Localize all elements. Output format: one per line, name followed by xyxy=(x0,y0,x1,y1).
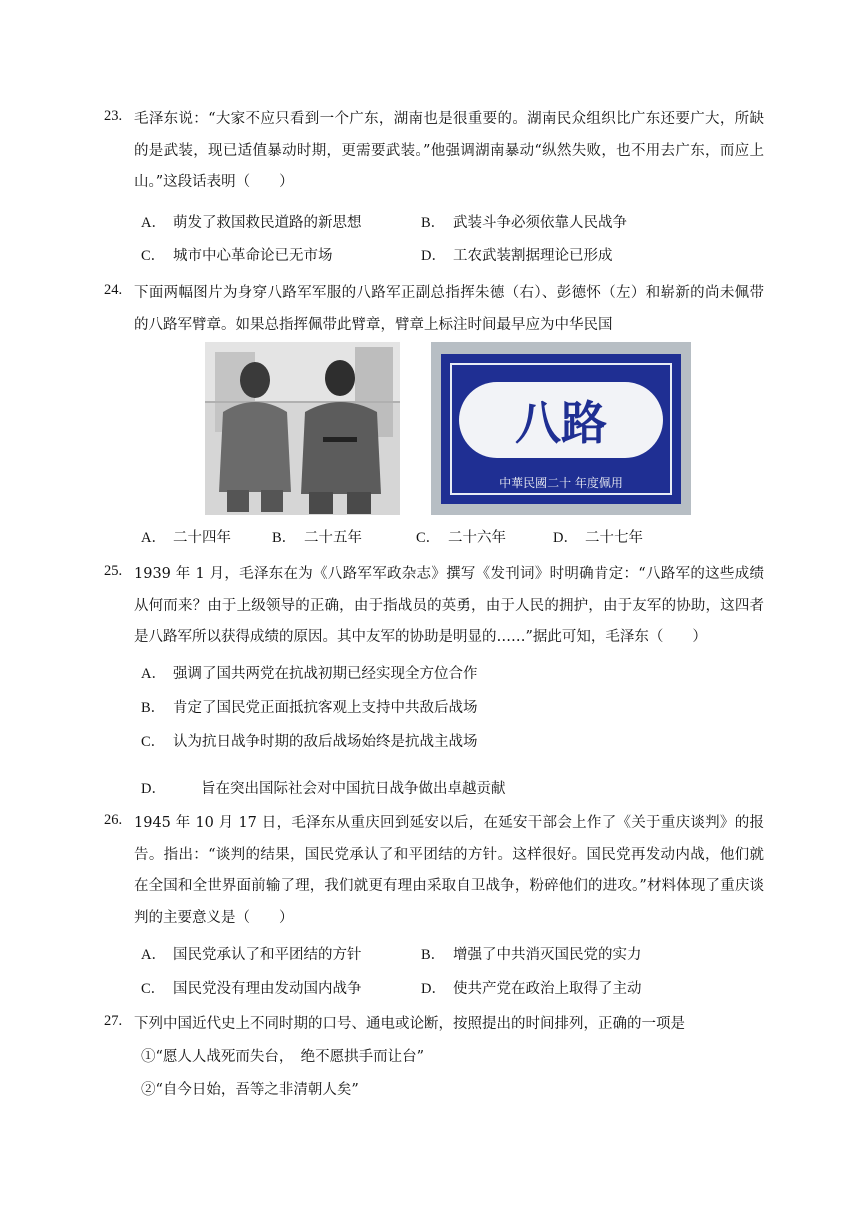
question-27 xyxy=(104,1009,764,1041)
option-d[interactable] xyxy=(421,244,613,265)
option-key: B． xyxy=(421,215,446,231)
question-number: 23. xyxy=(104,108,123,124)
option-key: D． xyxy=(421,981,446,997)
option-b[interactable] xyxy=(141,696,478,717)
option-key: D． xyxy=(553,530,578,546)
armband-date-line: 中華民國二十 年度佩用 xyxy=(499,476,623,490)
option-text: 武装斗争必须依靠人民战争 xyxy=(453,215,627,231)
option-text: 工农武装割据理论已形成 xyxy=(453,248,613,264)
option-text: 二十五年 xyxy=(304,530,362,546)
option-key: A． xyxy=(141,215,166,231)
option-a[interactable] xyxy=(141,526,231,547)
armband-title: 八路 xyxy=(515,396,607,450)
option-c[interactable] xyxy=(141,730,478,751)
option-text: 国民党没有理由发动国内战争 xyxy=(173,981,362,997)
option-key: C． xyxy=(416,530,441,546)
option-text: 城市中心革命论已无市场 xyxy=(173,248,333,264)
question-text: 1939 年 1 月，毛泽东在为《八路军军政杂志》撰写《发刊词》时明确肯定：“八路军的这些成绩从何而来？由于上级领导的正确，由于指战员的英勇，由于人民的拥护，由于友军的协助，这四者是八路军所以获得成绩的原因。其中友军的协助是明显的……”据此可知，毛泽东（ ） xyxy=(134,566,764,645)
option-text: 二十四年 xyxy=(173,530,231,546)
statement-2: ②“自今日始，吾等之非清朝人矣” xyxy=(141,1082,359,1098)
option-key: C． xyxy=(141,734,166,750)
question-number: 26. xyxy=(104,812,123,828)
option-key: D． xyxy=(421,248,446,264)
option-text: 旨在突出国际社会对中国抗日战争做出卓越贡献 xyxy=(201,781,506,797)
question-text: 1945 年 10 月 17 日，毛泽东从重庆回到延安以后，在延安干部会上作了《关于重庆谈判》的报告。指出：“谈判的结果，国民党承认了和平团结的方针。这样很好。国民党再发动内战，他们就在全国和全世界面前输了理，我们就更有理由采取自卫战争，粉碎他们的进攻。”材料体现了重庆谈判的主要意义是（ ） xyxy=(134,815,764,926)
statement-1: ①“愿人人战死而失台， 绝不愿拱手而让台” xyxy=(141,1049,425,1065)
question-26 xyxy=(104,808,764,934)
question-number: 27. xyxy=(104,1013,123,1029)
option-key: C． xyxy=(141,981,166,997)
option-text: 认为抗日战争时期的敌后战场始终是抗战主战场 xyxy=(173,734,478,750)
option-key: A． xyxy=(141,666,166,682)
option-d[interactable] xyxy=(421,977,642,998)
question-text: 下列中国近代史上不同时期的口号、通电或论断，按照提出的时间排列，正确的一项是 xyxy=(134,1016,685,1032)
option-key: B． xyxy=(272,530,297,546)
question-number: 25. xyxy=(104,563,123,579)
option-d[interactable] xyxy=(141,777,506,798)
question-25 xyxy=(104,559,764,654)
option-key: B． xyxy=(141,700,166,716)
option-text: 二十七年 xyxy=(585,530,643,546)
option-b[interactable] xyxy=(421,211,627,232)
option-c[interactable] xyxy=(141,244,333,265)
option-a[interactable] xyxy=(141,662,478,683)
option-text: 萌发了救国救民道路的新思想 xyxy=(173,215,362,231)
option-b[interactable] xyxy=(272,526,362,547)
option-d[interactable] xyxy=(553,526,643,547)
option-text: 二十六年 xyxy=(448,530,506,546)
option-text: 国民党承认了和平团结的方针 xyxy=(173,947,362,963)
question-number: 24. xyxy=(104,282,123,298)
option-key: D． xyxy=(141,781,166,797)
option-text: 肯定了国民党正面抵抗客观上支持中共敌后战场 xyxy=(173,700,478,716)
option-b[interactable] xyxy=(421,943,642,964)
question-text: 毛泽东说：“大家不应只看到一个广东，湖南也是很重要的。湖南民众组织比广东还要广大，所缺的是武装，现已适值暴动时期，更需要武装。”他强调湖南暴动“纵然失败，也不用去广东，而应上山。”这段话表明（ ） xyxy=(134,111,764,190)
question-23 xyxy=(104,104,764,199)
option-text: 使共产党在政治上取得了主动 xyxy=(453,981,642,997)
option-key: C． xyxy=(141,248,166,264)
question-text: 下面两幅图片为身穿八路军军服的八路军正副总指挥朱德（右）、彭德怀（左）和崭新的尚未佩带的八路军臂章。如果总指挥佩带此臂章，臂章上标注时间最早应为中华民国 xyxy=(134,285,764,333)
option-key: A． xyxy=(141,530,166,546)
option-a[interactable] xyxy=(141,211,362,232)
option-text: 增强了中共消灭国民党的实力 xyxy=(453,947,642,963)
eighth-route-army-armband xyxy=(431,342,691,515)
question-24 xyxy=(104,278,764,341)
option-c[interactable] xyxy=(141,977,362,998)
option-key: B． xyxy=(421,947,446,963)
option-text: 强调了国共两党在抗战初期已经实现全方位合作 xyxy=(173,666,478,682)
option-a[interactable] xyxy=(141,943,362,964)
zhu-de-peng-dehuai-photo xyxy=(205,342,400,515)
option-key: A． xyxy=(141,947,166,963)
option-c[interactable] xyxy=(416,526,506,547)
